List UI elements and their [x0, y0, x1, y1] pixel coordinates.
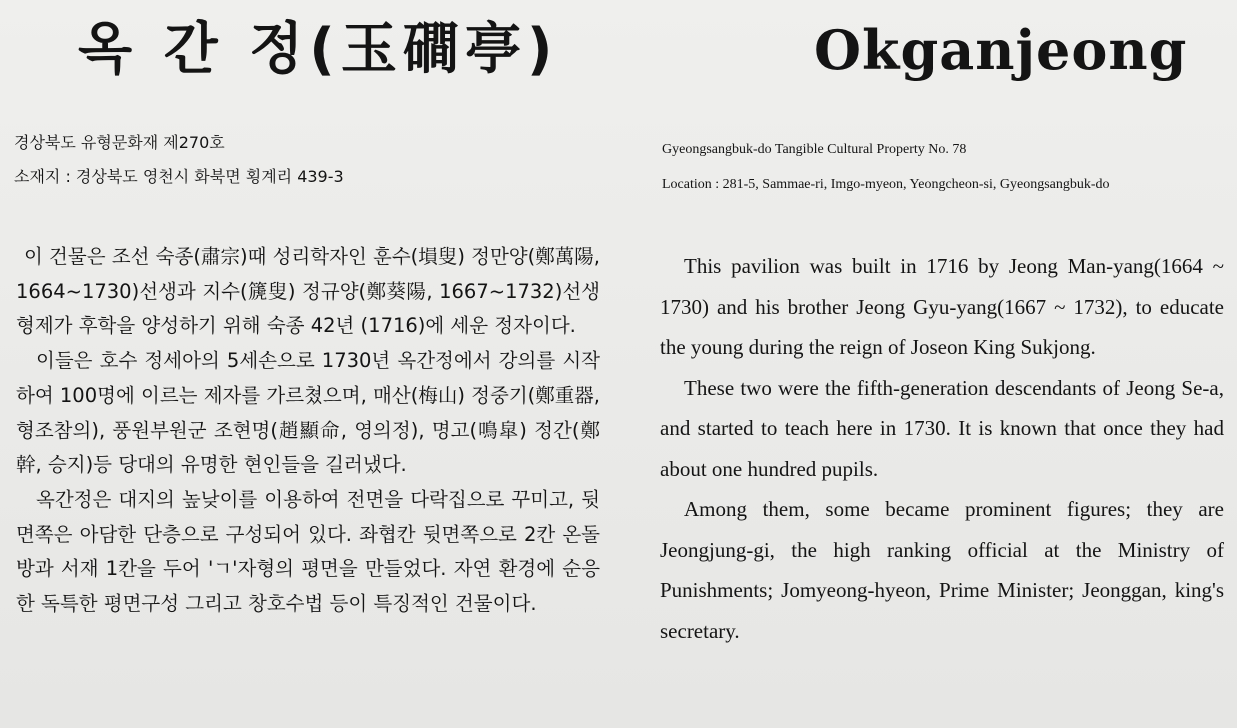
- english-body: [660, 246, 1224, 651]
- korean-location: 소재지 : 경상북도 영천시 화북면 횡계리 439-3: [14, 167, 344, 186]
- korean-paragraph: 이 건물은 조선 숙종(肅宗)때 성리학자인 훈수(塤叟) 정만양(鄭萬陽, 1664~1730)선생과 지수(篪叟) 정규양(鄭葵陽, 1667~1732)선생 형제가 후학을 양성하기 위해 숙종 42년 (1716)에 세운 정자이다.: [16, 245, 600, 338]
- korean-paragraph: 옥간정은 대지의 높낮이를 이용하여 전면을 다락집으로 꾸미고, 뒷면쪽은 아담한 단층으로 구성되어 있다. 좌협칸 뒷면쪽으로 2칸 온돌방과 서재 1칸을 두어 'ㄱ'자형의 평면을 만들었다. 자연 환경에 순응한 독특한 평면구성 그리고 창호수법 등이 특징적인 건물이다.: [16, 487, 600, 616]
- english-title: Okganjeong: [814, 18, 1188, 82]
- english-paragraph: These two were the fifth-generation descendants of Jeong Se-a, and started to teach here in 1730. It is known that once they had about one hundred pupils.: [660, 375, 1224, 481]
- korean-paragraph: 이들은 호수 정세아의 5세손으로 1730년 옥간정에서 강의를 시작하여 100명에 이르는 제자를 가르쳤으며, 매산(梅山) 정중기(鄭重器, 형조참의), 풍원부원군 조현명(趙顯命, 영의정), 명고(鳴皐) 정간(鄭幹, 승지)등 당대의 유명한 현인들을 길러냈다.: [16, 349, 600, 477]
- english-paragraph: This pavilion was built in 1716 by Jeong Man-yang(1664 ~ 1730) and his brother Jeong Gyu-yang(1667 ~ 1732), to educate the young during the reign of Joseon King Sukjong.: [660, 254, 1224, 359]
- english-location: Location : 281-5, Sammae-ri, Imgo-myeon, Yeongcheon-si, Gyeongsangbuk-do: [662, 177, 1110, 192]
- korean-title: 옥 간 정(玉磵亭): [78, 17, 559, 82]
- english-column: [618, 0, 1237, 728]
- english-paragraph: Among them, some became prominent figures; they are Jeongjung-gi, the high ranking official at the Ministry of Punishments; Jomyeong-hyeon, Prime Minister; Jeonggan, king's secretary.: [660, 497, 1224, 643]
- korean-body: [16, 240, 600, 622]
- korean-column: [0, 0, 618, 728]
- english-designation: Gyeongsangbuk-do Tangible Cultural Property No. 78: [662, 142, 967, 157]
- korean-designation: 경상북도 유형문화재 제270호: [14, 133, 225, 152]
